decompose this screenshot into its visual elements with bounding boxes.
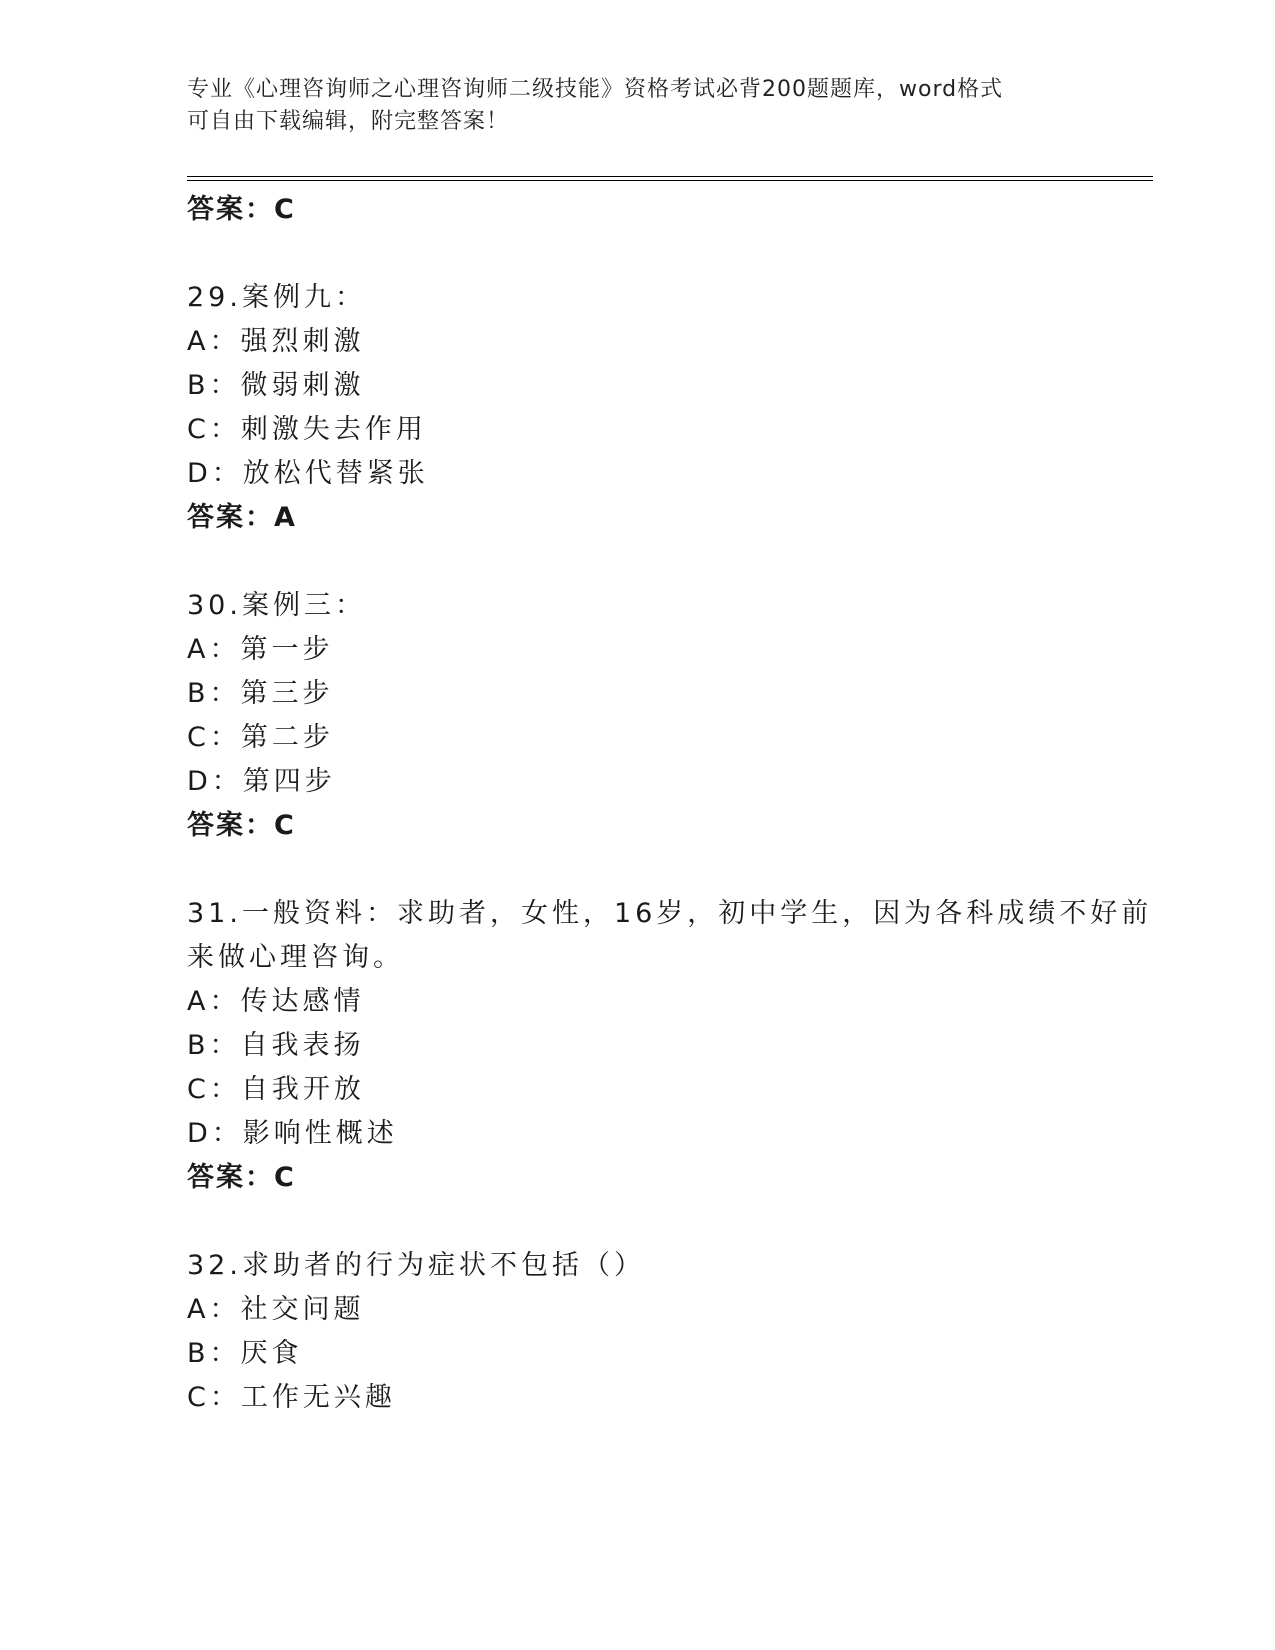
question-30-option-c: C：第二步: [187, 722, 334, 753]
question-29-option-c: C：刺激失去作用: [187, 414, 427, 445]
question-31-stem-line-1: 31.一般资料：求助者，女性，16岁，初中学生，因为各科成绩不好前: [187, 898, 1153, 929]
document-header: [187, 74, 1067, 138]
question-30-stem: 30.案例三：: [187, 590, 366, 621]
answer-line: 答案：C: [187, 194, 296, 225]
question-30-answer: 答案：C: [187, 810, 296, 841]
question-32-option-a: A：社交问题: [187, 1294, 365, 1325]
question-31-option-d: D：影响性概述: [187, 1118, 398, 1149]
question-31-option-a: A：传达感情: [187, 986, 365, 1017]
question-29-option-a: A：强烈刺激: [187, 326, 365, 357]
question-29-stem: 29.案例九：: [187, 282, 366, 313]
question-31-option-c: C：自我开放: [187, 1074, 365, 1105]
question-32-stem: 32.求助者的行为症状不包括（）: [187, 1250, 645, 1281]
question-29-answer: 答案：A: [187, 502, 297, 533]
question-31-stem-line-2: 来做心理咨询。: [187, 942, 404, 973]
header-line-2: 可自由下载编辑，附完整答案！: [187, 109, 510, 134]
question-32-option-c: C：工作无兴趣: [187, 1382, 396, 1413]
question-30-option-a: A：第一步: [187, 634, 334, 665]
question-31-answer: 答案：C: [187, 1162, 296, 1193]
question-30-option-b: B：第三步: [187, 678, 334, 709]
header-line-1: 专业《心理咨询师之心理咨询师二级技能》资格考试必背200题题库，word格式: [187, 77, 1004, 102]
header-divider: [187, 176, 1153, 181]
question-31-option-b: B：自我表扬: [187, 1030, 365, 1061]
question-29-option-d: D：放松代替紧张: [187, 458, 429, 489]
question-29-option-b: B：微弱刺激: [187, 370, 365, 401]
question-32-option-b: B：厌食: [187, 1338, 303, 1369]
question-30-option-d: D：第四步: [187, 766, 336, 797]
